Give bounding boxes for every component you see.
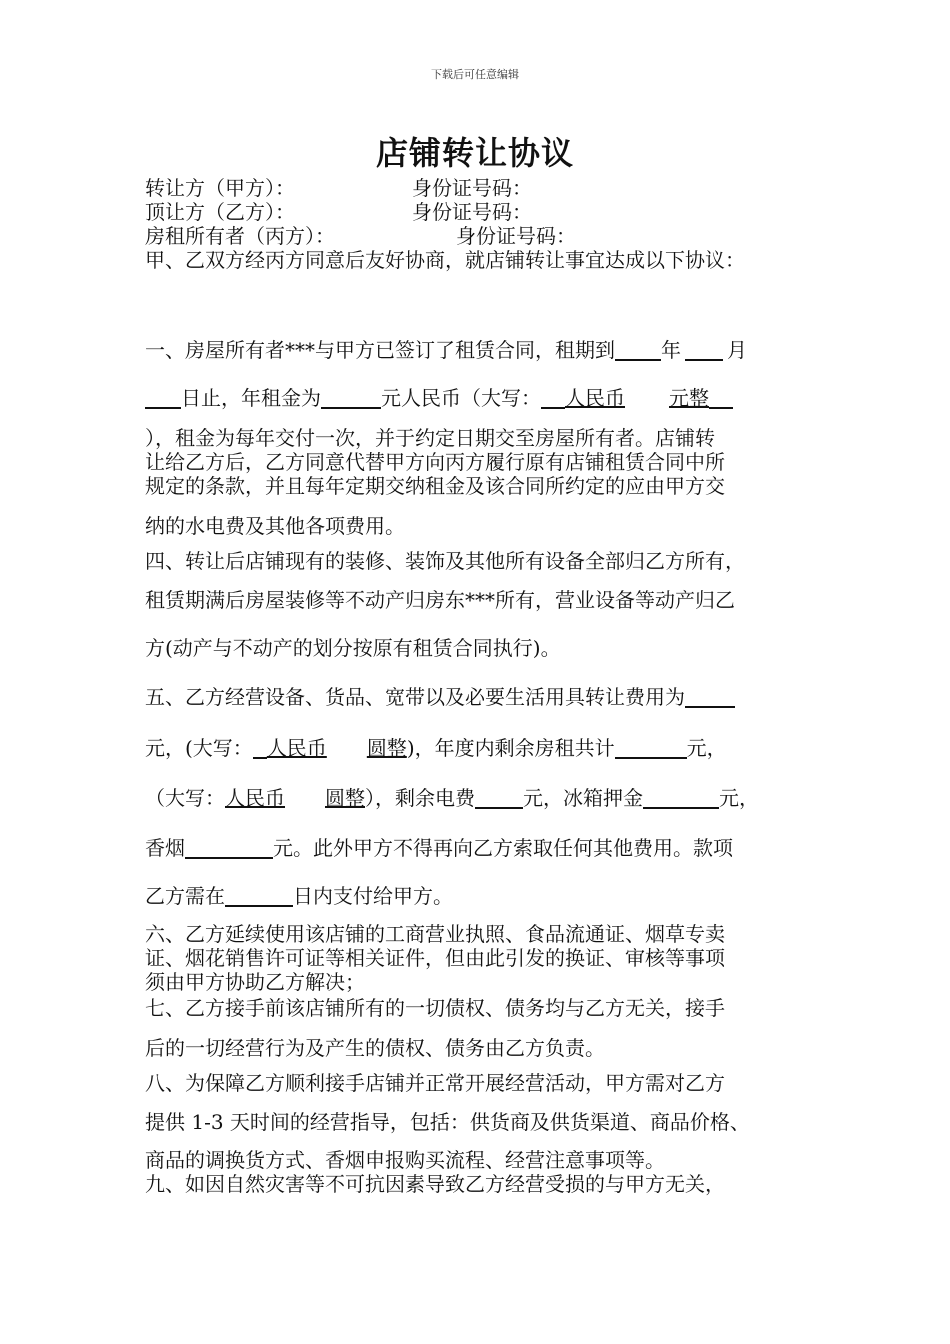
clause-1-text-d: 日止，年租金为 <box>181 386 321 410</box>
blank-remaining-rent[interactable] <box>615 737 687 759</box>
caps-rmb-3: 人民币 <box>225 786 285 810</box>
clause-6-line-1: 六、乙方延续使用该店铺的工商营业执照、食品流通证、烟草专卖 <box>145 922 725 946</box>
intro-text: 甲、乙双方经丙方同意后友好协商，就店铺转让事宜达成以下协议： <box>145 248 745 272</box>
blank-payment-days[interactable] <box>225 885 293 907</box>
blank-fridge-deposit[interactable] <box>643 787 719 809</box>
caps-rmb-2: 人民币 <box>266 736 327 760</box>
blank-caps-b[interactable] <box>709 387 733 409</box>
party-transferee-line <box>145 200 532 224</box>
clause-5-text-p: 日内支付给甲方。 <box>293 884 453 908</box>
caps-yuan: 元整 <box>669 386 709 410</box>
clause-1-month: 月 <box>727 338 747 362</box>
clause-1-line-5: 规定的条款，并且每年定期交纳租金及该合同所约定的应由甲方交 <box>145 474 725 498</box>
clause-7-line-1: 七、乙方接手前该店铺所有的一切债权、债务均与乙方无关，接手 <box>145 996 725 1020</box>
blank-month[interactable] <box>685 339 723 361</box>
blank-annual-rent[interactable] <box>321 387 381 409</box>
owner-label: 房租所有者（丙方）： <box>145 224 335 248</box>
clause-8-line-1: 八、为保障乙方顺利接手店铺并正常开展经营活动，甲方需对乙方 <box>145 1071 725 1095</box>
clause-5-line-3 <box>145 786 759 810</box>
clause-1-year: 年 <box>661 338 681 362</box>
clause-5-text-l: 元， <box>719 786 759 810</box>
blank-day[interactable] <box>145 387 181 409</box>
transferor-id-label: 身份证号码： <box>412 176 532 200</box>
party-owner-line <box>145 224 576 248</box>
blank-year[interactable] <box>615 339 661 361</box>
clause-1-line-2 <box>145 386 733 410</box>
caps-yuan-2: 圆整 <box>366 736 407 760</box>
clause-5-text-o: 乙方需在 <box>145 884 225 908</box>
blank-transfer-fee[interactable] <box>685 686 735 708</box>
blank-cigarettes[interactable] <box>185 837 273 859</box>
clause-5-line-2 <box>145 736 727 760</box>
transferor-label: 转让方（甲方）： <box>145 176 295 200</box>
clause-5-text-k: 元，冰箱押金 <box>523 786 643 810</box>
document-title: 店铺转让协议 <box>375 134 574 172</box>
clause-5-text-f: 元， <box>686 736 727 760</box>
clause-1-line-3: ），租金为每年交付一次，并于约定日期交至房屋所有者。店铺转 <box>145 426 715 450</box>
clause-5-line-5 <box>145 884 453 908</box>
clause-5-text-j: ），剩余电费 <box>365 786 475 810</box>
clause-1-line-6: 纳的水电费及其他各项费用。 <box>145 514 405 538</box>
clause-5-text-e: )，年度内剩余房租共计 <box>406 736 615 760</box>
clause-8-line-3: 商品的调换货方式、香烟申报购买流程、经营注意事项等。 <box>145 1148 665 1172</box>
clause-5-text-g: （大写： <box>145 786 225 810</box>
clause-4-line-2: 租赁期满后房屋装修等不动产归房东***所有，营业设备等动产归乙 <box>145 588 735 612</box>
owner-id-label: 身份证号码： <box>456 224 576 248</box>
transferee-id-label: 身份证号码： <box>412 200 532 224</box>
caps-rmb: 人民币 <box>565 386 625 410</box>
clause-1-line-1 <box>145 338 747 362</box>
clause-5-line-4 <box>145 836 733 860</box>
blank-caps-a[interactable] <box>541 387 565 409</box>
clause-9-line-1: 九、如因自然灾害等不可抗因素导致乙方经营受损的与甲方无关， <box>145 1172 725 1196</box>
caps-yuan-3: 圆整 <box>325 786 365 810</box>
clause-5-text-m: 香烟 <box>145 836 185 860</box>
clause-6-line-3: 须由甲方协助乙方解决； <box>145 970 365 994</box>
clause-7-line-2: 后的一切经营行为及产生的债权、债务由乙方负责。 <box>145 1036 605 1060</box>
clause-5-text-n: 元。此外甲方不得再向乙方索取任何其他费用。款项 <box>273 836 733 860</box>
clause-1-text-e: 元人民币（大写： <box>381 386 541 410</box>
clause-5-text-a: 五、乙方经营设备、货品、宽带以及必要生活用具转让费用为 <box>145 685 685 709</box>
clause-4-line-1: 四、转让后店铺现有的装修、装饰及其他所有设备全部归乙方所有， <box>145 549 745 573</box>
blank-electricity[interactable] <box>475 787 523 809</box>
transferee-label: 顶让方（乙方）： <box>145 200 295 224</box>
clause-4-line-3: 方(动产与不动产的划分按原有租赁合同执行)。 <box>145 636 561 660</box>
party-transferor-line <box>145 176 532 200</box>
clause-6-line-2: 证、烟花销售许可证等相关证件，但由此引发的换证、审核等事项 <box>145 946 725 970</box>
clause-8-line-2: 提供 1-3 天时间的经营指导，包括：供货商及供货渠道、商品价格、 <box>145 1110 750 1134</box>
page-header: 下载后可任意编辑 <box>431 68 519 81</box>
clause-1-line-4: 让给乙方后，乙方同意代替甲方向丙方履行原有店铺租赁合同中所 <box>145 450 725 474</box>
blank-caps-c[interactable] <box>253 737 267 759</box>
clause-5-line-1 <box>145 685 735 709</box>
clause-1-text-a: 一、房屋所有者***与甲方已签订了租赁合同，租期到 <box>145 338 615 362</box>
clause-5-text-b: 元，(大写： <box>145 736 253 760</box>
